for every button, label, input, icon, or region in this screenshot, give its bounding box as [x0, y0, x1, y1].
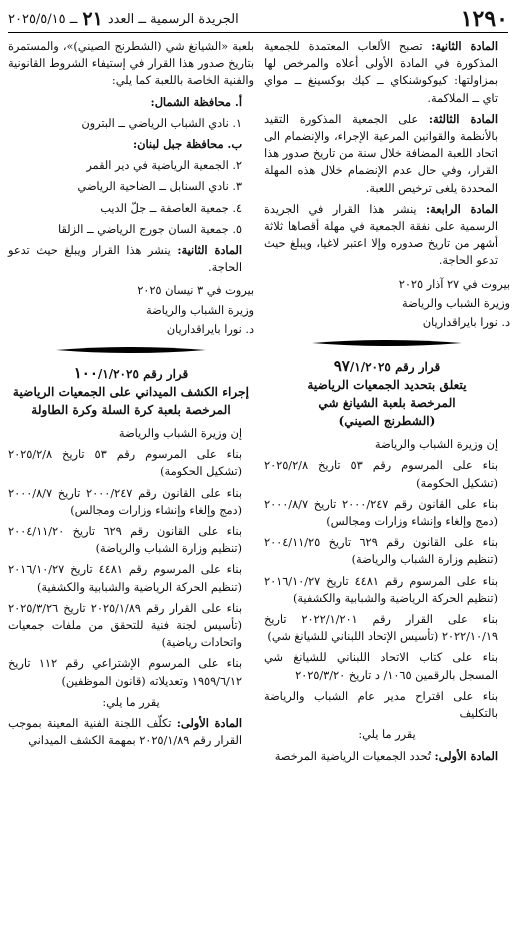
- decision-subject-line: يتعلق بتحديد الجمعيات الرياضية: [307, 378, 467, 393]
- article-text: تصبح الألعاب المعتمدة للجمعية المذكورة في المادة الأولى أعلاه والمرخص لها بمزاولتها: كيوكوشنكاي ــ كيك بوكسينغ ــ مواي تاي ــ الملاكمة.: [264, 40, 498, 105]
- decides-line: يقرر ما يلي:: [358, 728, 416, 742]
- place-date: بيروت في ٣ نيسان ٢٠٢٥: [137, 284, 254, 298]
- section-divider: [8, 344, 254, 356]
- ministry-title: وزيرة الشباب والرياضة: [401, 296, 510, 310]
- decision-title: [264, 357, 510, 430]
- gazette-name: الجريدة الرسمية ــ العدد: [107, 11, 239, 27]
- recital: بناء على المرسوم رقم ٥٣ تاريخ ٢٠٢٥/٢/٨ (تشكيل الحكومة): [8, 448, 242, 479]
- club-item: ٥. جمعية السان جورج الرياضي ــ الزلقا: [57, 222, 242, 236]
- recital: بناء على المرسوم رقم ٤٤٨١ تاريخ ٢٠١٦/١٠/٢٧ (تنظيم الحركة الرياضية والشبابية والكشفية): [8, 563, 242, 594]
- article-label: المادة الأولى:: [434, 748, 498, 763]
- club-item: ١. نادي الشباب الرياضي ــ البترون: [81, 116, 242, 130]
- article-paragraph: [264, 38, 510, 107]
- club-item: ٤. جمعية العاصفة ــ جلّ الديب: [100, 201, 242, 215]
- decision-title: [8, 364, 254, 419]
- recital: بناء على القرار رقم ٢٠٢٢/١/٢٠١ تاريخ ٢٠٢٢/١٠/١٩ (تأسيس الإتحاد اللبناني للشيانغ شي): [264, 613, 498, 644]
- place-date: بيروت في ٢٧ آذار ٢٠٢٥: [398, 277, 510, 291]
- article-label: المادة الثانية:: [431, 39, 498, 53]
- recital: بناء على القانون رقم ٢٠٠٠/٢٤٧ تاريخ ٢٠٠٠/٨/٧ (دمج وإلغاء وإنشاء وزارات ومجالس): [8, 486, 242, 517]
- recital: بناء على اقتراح مدير عام الشباب والرياضة بالتكليف: [264, 689, 498, 721]
- article-paragraph: [264, 748, 510, 765]
- region-heading: أ. محافظة الشمال:: [150, 94, 242, 109]
- club-item: ٣. نادي السنابل ــ الضاحية الرياضي: [77, 180, 242, 194]
- decision-subject-line: المرخصة بلعبة كرة السلة وكرة الطاولة: [31, 403, 231, 418]
- decision-suffix: /١/٢٠٢٥: [97, 367, 139, 382]
- left-column: [8, 38, 254, 754]
- issue-date: ــ ٢٠٢٥/٥/١٥: [8, 11, 78, 27]
- article-paragraph: [8, 242, 254, 276]
- article-label: المادة الرابعة:: [425, 201, 498, 216]
- article-text: على الجمعية المذكورة التقيد بالأنظمة والقوانين المرعية الإجراء، والإنضمام الى اتحاد اللعبة المضافة خلال سنة من تاريخ صدور هذا القرار، وفي حال عدم الإنضمام خلال هذه المهلة المحددة يلغى ترخيص اللعبة.: [264, 112, 498, 195]
- decision-word: قرار رقم: [143, 367, 189, 382]
- article-text: ينشر هذا القرار ويبلغ حيث تدعو الحاجة.: [8, 244, 242, 275]
- page-header: [8, 6, 508, 33]
- article-text: تكلّف اللجنة الفنية المعينة بموجب القرار رقم ٢٠٢٥/١/٨٩ بمهمة الكشف الميداني: [8, 717, 242, 748]
- recital: بناء على القرار رقم ٢٠٢٥/١/٨٩ تاريخ ٢٠٢٥/٣/٢٦ (تأسيس لجنة فنية للتحقق من ملفات جمعيات واتحادات رياضية): [8, 601, 242, 650]
- decides-line: يقرر ما يلي:: [102, 695, 160, 709]
- decision-subject-line: إجراء الكشف الميداني على الجمعيات الرياضية: [12, 385, 250, 400]
- right-column: [264, 38, 510, 769]
- signature-block: [8, 282, 254, 338]
- section-divider: [264, 337, 510, 349]
- minister-name: د. نورا بايراقداريان: [422, 316, 510, 330]
- decision-word: قرار رقم: [395, 360, 441, 375]
- continuation-paragraph: بلعبة «الشيانغ شي (الشطرنج الصيني)»، والمستمرة بتاريخ صدور هذا القرار في إستيفاء الشروط القانونية والفنية الخاصة باللعبة كما يلي:: [8, 40, 254, 88]
- gazette-title: [8, 8, 239, 30]
- article-label: المادة الأولى:: [176, 716, 243, 731]
- article-label: المادة الثالثة:: [428, 111, 498, 126]
- recital: بناء على كتاب الاتحاد اللبناني للشيانغ شي المسجل بالرقمين ١٠٦٥/ د تاريخ ٢٠٢٥/٣/٢٠: [264, 651, 498, 682]
- decision-number: ١٠٠: [73, 364, 98, 383]
- decision-suffix: /١/٢٠٢٥: [349, 360, 391, 375]
- signature-block: [264, 276, 510, 332]
- region-heading: ب. محافظة جبل لبنان:: [133, 137, 242, 152]
- decision-subject-line: (الشطرنج الصيني): [338, 414, 436, 429]
- article-paragraph: [264, 201, 510, 270]
- recital: بناء على المرسوم رقم ٥٣ تاريخ ٢٠٢٥/٢/٨ (تشكيل الحكومة): [264, 459, 498, 490]
- club-item: ٢. الجمعية الرياضية في دير القمر: [86, 159, 242, 173]
- recital: بناء على القانون رقم ٦٢٩ تاريخ ٢٠٠٤/١١/٢٠ (تنظيم وزارة الشباب والرياضة): [8, 525, 242, 556]
- article-text: تُحدد الجمعيات الرياضية المرخصة: [274, 749, 431, 763]
- article-label: المادة الثانية:: [177, 243, 242, 258]
- article-paragraph: [8, 715, 254, 749]
- intro-line: إن وزيرة الشباب والرياضة: [374, 438, 498, 452]
- decision-subject-line: المرخصة بلعبة الشيانغ شي: [318, 396, 456, 411]
- minister-name: د. نورا بايراقداريان: [166, 322, 254, 336]
- recital: بناء على القانون رقم ٢٠٠٠/٢٤٧ تاريخ ٢٠٠٠/٨/٧ (دمج وإلغاء وإنشاء وزارات ومجالس): [264, 497, 498, 529]
- issue-number: ٢١: [82, 8, 103, 30]
- intro-line: إن وزيرة الشباب والرياضة: [118, 427, 242, 441]
- ministry-title: وزيرة الشباب والرياضة: [145, 303, 254, 317]
- article-text: ينشر هذا القرار في الجريدة الرسمية على نفقة الجمعية في مهلة أقصاها ثلاثة أشهر من تاريخ صدوره وإلا اعتبر لاغيا، ويبلغ حيث تدعو الحاجة.: [264, 202, 498, 268]
- recital: بناء على المرسوم رقم ٤٤٨١ تاريخ ٢٠١٦/١٠/٢٧ (تنظيم الحركة الرياضية والشبابية والكشفية): [264, 574, 498, 605]
- page-number: ١٢٩٠: [460, 6, 508, 32]
- article-paragraph: [264, 111, 510, 197]
- recital: بناء على القانون رقم ٦٢٩ تاريخ ٢٠٠٤/١١/٢٥ (تنظيم وزارة الشباب والرياضة): [264, 536, 498, 567]
- recital: بناء على المرسوم الإشتراعي رقم ١١٢ تاريخ ١٩٥٩/٦/١٢ وتعديلاته (قانون الموظفين): [8, 657, 242, 688]
- decision-number: ٩٧: [333, 357, 350, 376]
